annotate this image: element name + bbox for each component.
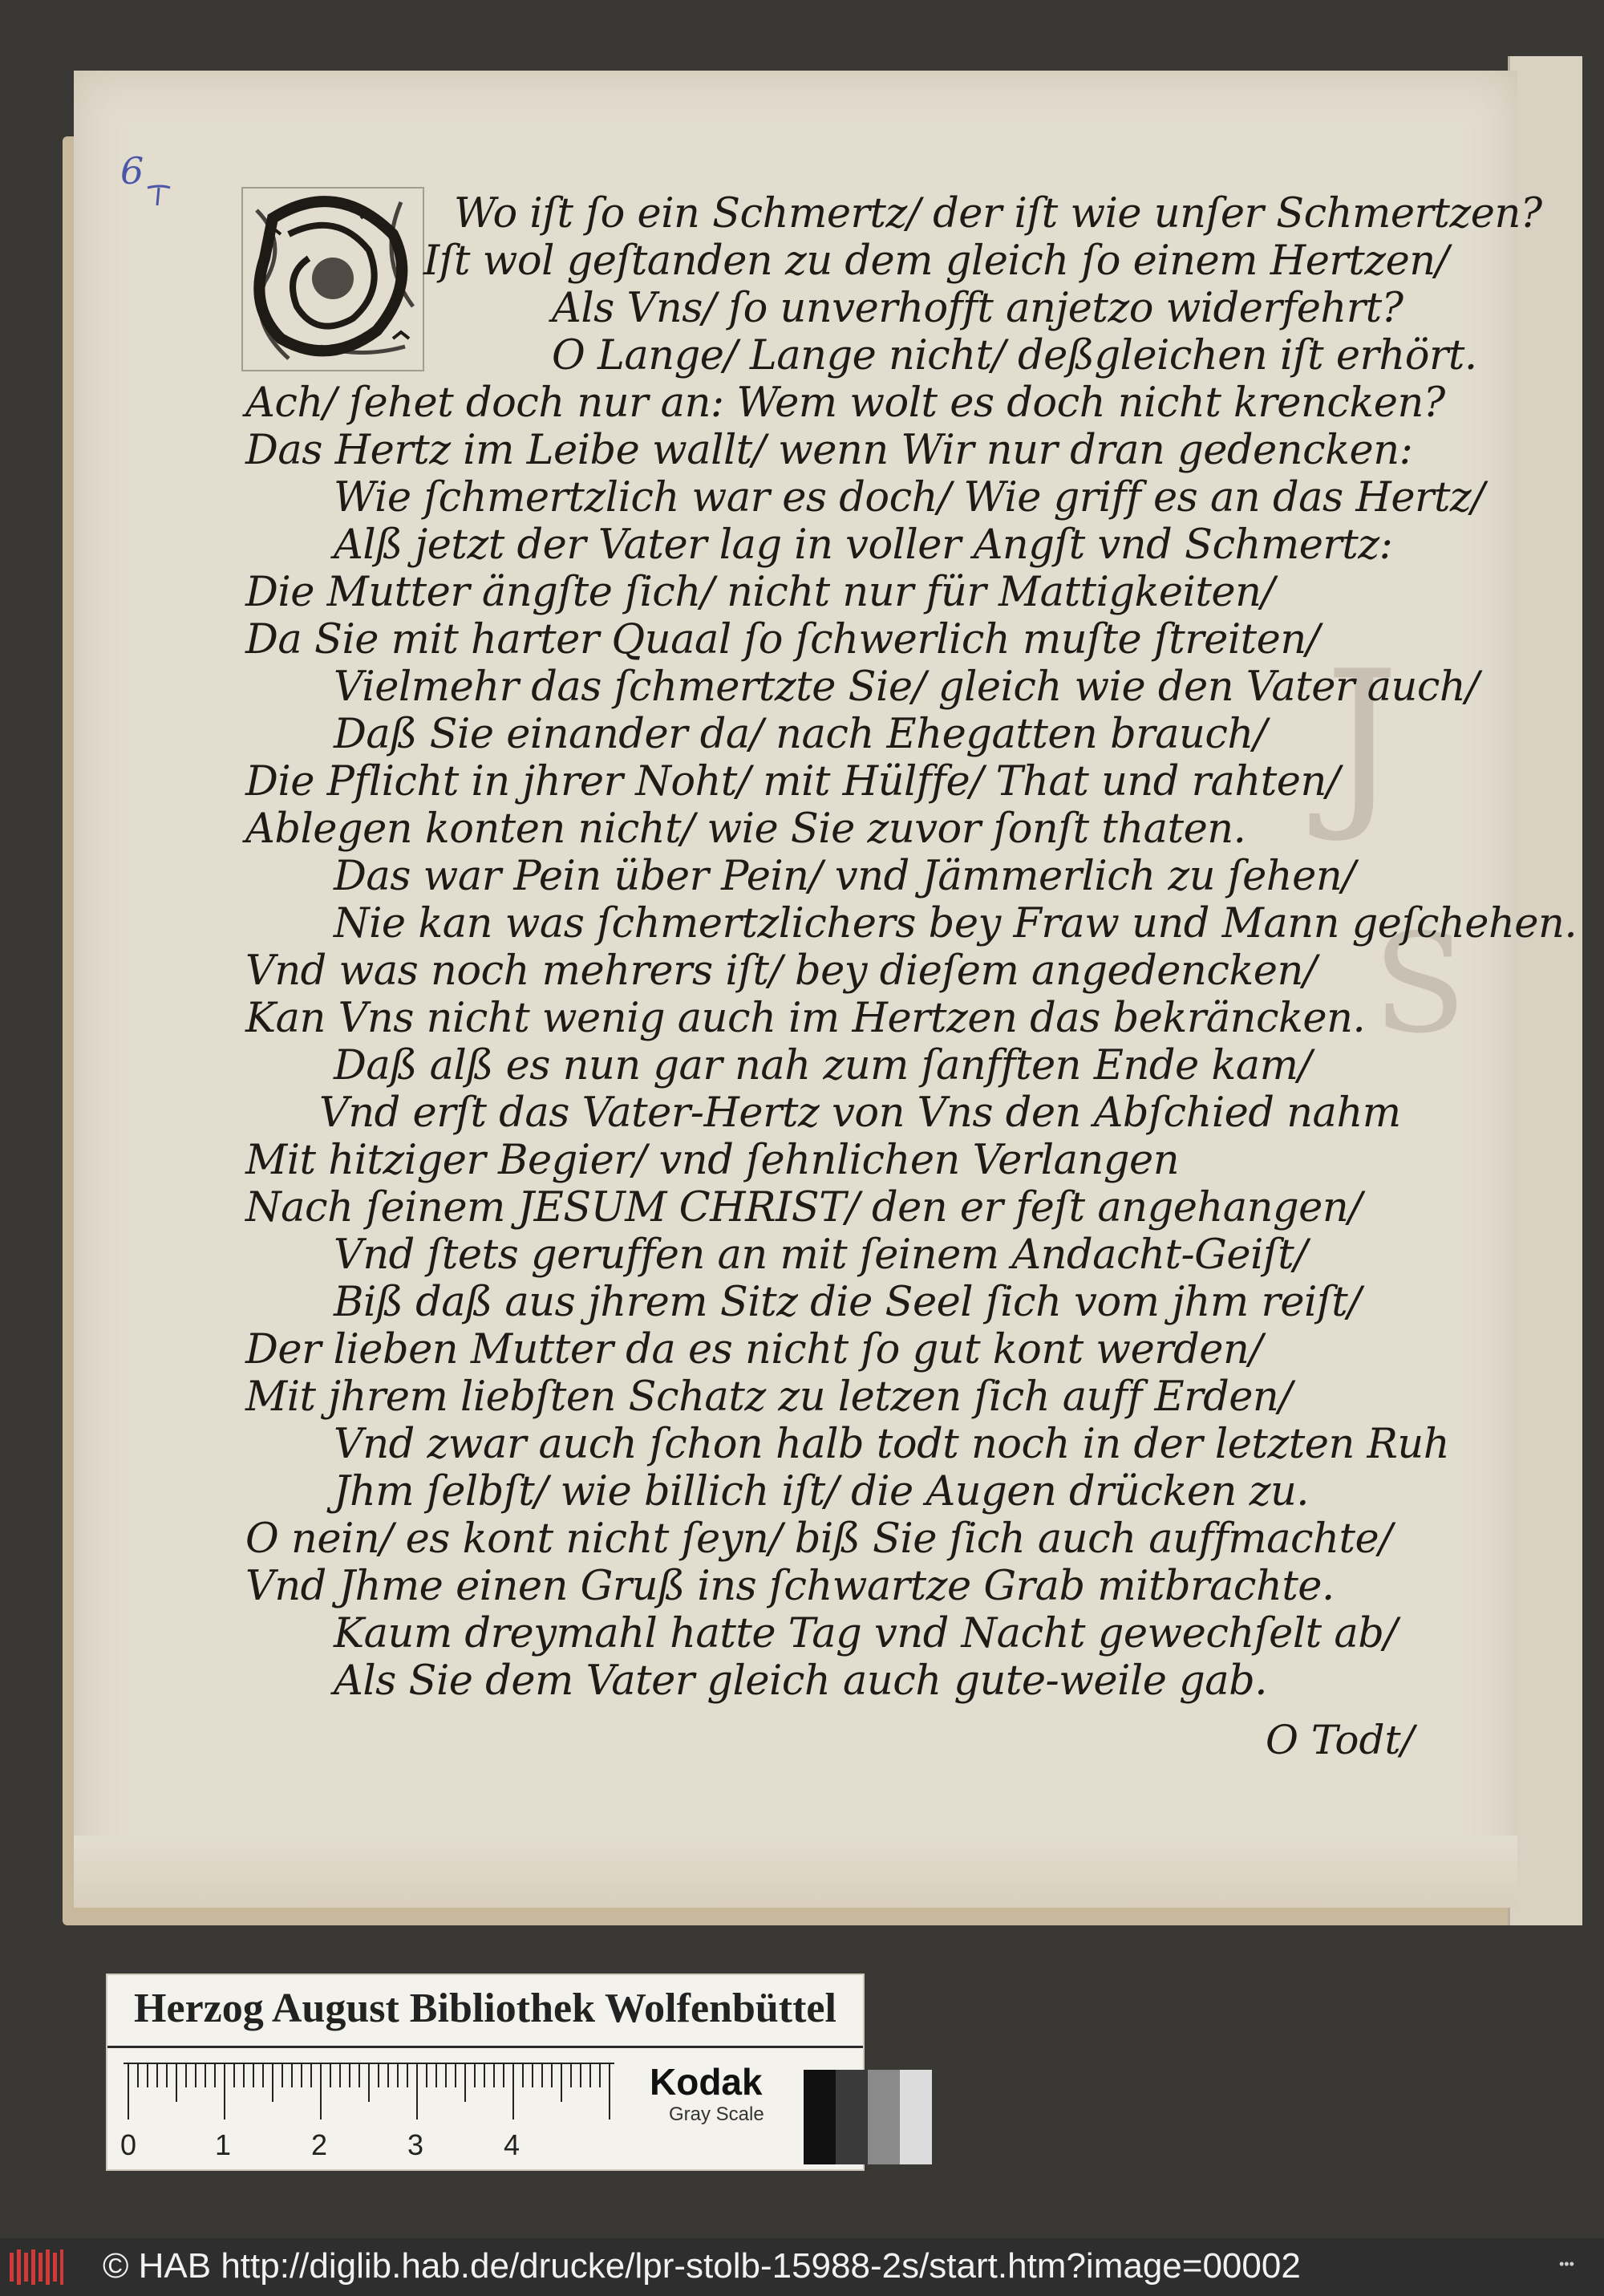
poem-line: Vnd zwar auch ſchon halb todt noch in der letzten Ruh <box>334 1421 1450 1468</box>
poem-line: Das war Pein über Pein/ vnd Jämmerlich zu ſehen/ <box>334 853 1355 900</box>
catchword: O Todt/ <box>1266 1717 1415 1763</box>
poem-line: Ablegen konten nicht/ wie Sie zuvor ſonſt thaten. <box>245 805 1246 853</box>
gray-swatch <box>836 2070 868 2164</box>
copyright-url[interactable]: © HAB http://diglib.hab.de/drucke/lpr-stolb-15988-2s/start.htm?image=00002 <box>103 2246 1301 2286</box>
ruler-number: 2 <box>311 2128 328 2161</box>
gray-scale-label: Gray Scale <box>669 2103 764 2125</box>
poem-line: Als Sie dem Vater gleich auch gute-weile gab. <box>334 1657 1267 1705</box>
poem-line: Nie kan was ſchmertzlichers bey Fraw und Mann geſchehen. <box>334 900 1578 947</box>
poem-line: Die Pflicht in jhrer Noht/ mit Hülffe/ That und rahten/ <box>245 758 1340 805</box>
ruler-number: 3 <box>407 2128 424 2161</box>
poem-line: Mit hitziger Begier/ vnd ſehnlichen Verlangen <box>245 1137 1180 1184</box>
more-dots-icon[interactable]: ••• <box>1559 2256 1574 2272</box>
gray-swatch <box>868 2070 900 2164</box>
footer-bar <box>0 2238 1604 2296</box>
poem-line: Vnd was noch mehrers iſt/ bey dieſem angedencken/ <box>245 947 1317 995</box>
poem-line: Nach ſeinem JESUM CHRIST/ den er feſt angehangen/ <box>245 1184 1362 1231</box>
poem-line: Iſt wol geſtanden zu dem gleich ſo einem Hertzen/ <box>423 237 1449 285</box>
poem-line: Die Mutter ängſte ſich/ nicht nur für Mattigkeiten/ <box>245 569 1275 616</box>
ruler-number: 1 <box>215 2128 232 2161</box>
poem-line: Wo iſt ſo ein Schmertz/ der iſt wie unſer Schmertzen? <box>454 190 1542 237</box>
poem-line: O Lange/ Lange nicht/ deßgleichen iſt erhört. <box>552 332 1477 379</box>
ruler-number: 0 <box>120 2128 137 2161</box>
hab-logo-icon <box>8 2248 64 2286</box>
poem-line: Mit jhrem liebſten Schatz zu letzen ſich auff Erden/ <box>245 1373 1292 1421</box>
measurement-ruler <box>120 2055 637 2166</box>
poem-line: Der lieben Mutter da es nicht ſo gut kont werden/ <box>245 1326 1263 1373</box>
poem-line: Jhm ſelbſt/ wie billich iſt/ die Augen drücken zu. <box>334 1468 1310 1515</box>
gray-scale-swatches <box>804 2070 932 2164</box>
poem-line: Wie ſchmertzlich war es doch/ Wie griff es an das Hertz/ <box>334 474 1485 521</box>
poem-line: Daß alß es nun gar nah zum ſanfften Ende kam/ <box>334 1042 1312 1089</box>
poem-line: Da Sie mit harter Quaal ſo ſchwerlich muſte ſtreiten/ <box>245 616 1320 663</box>
poem-line: Das Hertz im Leibe wallt/ wenn Wir nur dran gedencken: <box>245 427 1413 474</box>
gray-swatch <box>900 2070 932 2164</box>
poem-line: Daß Sie einander da/ nach Ehegatten brauch/ <box>334 711 1267 758</box>
poem-line: Vnd erſt das Vater-Hertz von Vns den Abſchied nahm <box>319 1089 1401 1137</box>
poem-line: Vielmehr das ſchmertzte Sie/ gleich wie den Vater auch/ <box>334 663 1479 711</box>
show-through-text: S <box>1373 905 1483 1064</box>
poem-line: Alß jetzt der Vater lag in voller Angſt vnd Schmertz: <box>334 521 1393 569</box>
ruler-number: 4 <box>504 2128 520 2161</box>
show-through-text: J <box>1325 632 1416 846</box>
poem-line: Kan Vns nicht wenig auch im Hertzen das bekräncken. <box>245 995 1366 1042</box>
pencil-annotation: 6 <box>120 149 192 221</box>
poem-line: Als Vns/ ſo unverhofft anjetzo widerfehrt? <box>552 285 1404 332</box>
poem-line: O nein/ es kont nicht ſeyn/ biß Sie ſich auch auffmachte/ <box>245 1515 1392 1563</box>
card-divider <box>107 2046 863 2048</box>
poem-line: Vnd Jhme einen Gruß ins ſchwartze Grab mitbrachte. <box>245 1563 1335 1610</box>
color-scale-card <box>106 1974 865 2171</box>
poem-line: Kaum dreymahl hatte Tag vnd Nacht gewechſelt ab/ <box>334 1610 1398 1657</box>
kodak-brand: Kodak <box>650 2061 763 2103</box>
poem-line: Biß daß aus jhrem Sitz die Seel ſich vom jhm reiſt/ <box>334 1279 1361 1326</box>
institution-name: Herzog August Bibliothek Wolfenbüttel <box>134 1986 836 2031</box>
poem-line: Ach/ ſehet doch nur an: Wem wolt es doch nicht krencken? <box>245 379 1445 427</box>
poem-line: Vnd ſtets geruffen an mit ſeinem Andacht-Geiſt/ <box>334 1231 1307 1279</box>
gray-swatch <box>804 2070 836 2164</box>
